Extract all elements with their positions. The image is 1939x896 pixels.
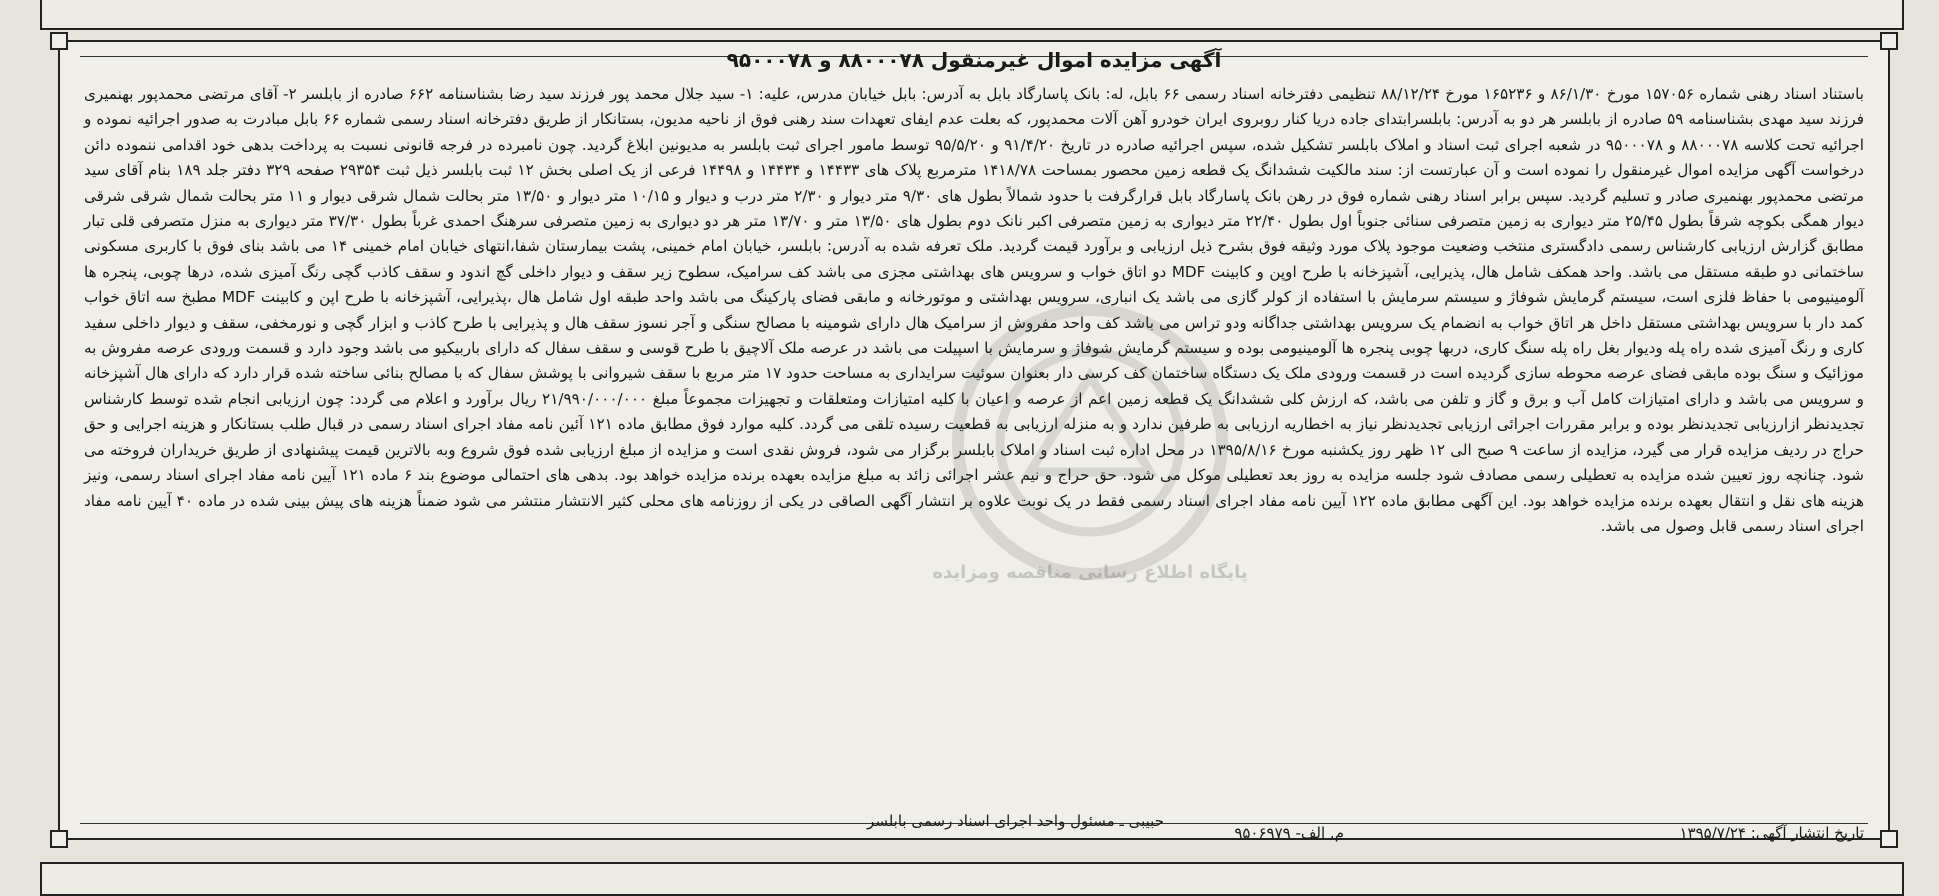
notice-title: آگهی مزایده اموال غیرمنقول ۸۸۰۰۰۷۸ و ۹۵۰۰۰۷۸ (726, 48, 1222, 72)
signer: حبیبی ـ مسئول واحد اجرای اسناد رسمی بابلسر (867, 812, 1164, 830)
previous-ad-border (40, 0, 1904, 30)
notice-body (84, 82, 1864, 539)
auction-notice-frame (58, 40, 1890, 840)
frame-corner-ornament (50, 830, 68, 848)
frame-corner-ornament (1880, 830, 1898, 848)
publish-date: تاریخ انتشار آگهی: ۱۳۹۵/۷/۲۴ (1679, 824, 1864, 842)
next-ad-border (40, 862, 1904, 896)
notice-body-text: باستناد اسناد رهنی شماره ۱۵۷۰۵۶ مورخ ۸۶/۱/۳۰ و ۱۶۵۲۳۶ مورخ ۸۸/۱۲/۲۴ تنظیمی دفترخانه اسناد رسمی ۶۶ بابل، له: بانک پاسارگاد بابل به آدرس: بابل خیابان مدرس، علیه: ۱- سید جلال محمد پور فرزند سید رضا بشناسنامه ۶۶۲ صادره از بابلسر ۲- آقای مرتضی محمدپور بهنمیری فرزند سید مهدی بشناسنامه ۵۹ صادره از بابلسر هر دو به آدرس: بابلسرابتدای جاده دریا کنار روبروی ایران خودرو آهن آلات محمدپور، که بعلت عدم ایفای تعهدات سند رهنی فوق از ناحیه مدیون، بستانکار از طریق دفترخانه اسناد رسمی شماره ۶۶ بابل مبادرت به صدور اجرائیه نموده و اجرائیه تحت کلاسه ۸۸۰۰۰۷۸ و ۹۵۰۰۰۷۸ در شعبه اجرای ثبت اسناد و املاک بابلسر تشکیل شده، سپس اجرائیه صادره در تاریخ ۹۱/۴/۲۰ و ۹۵/۵/۲۰ توسط مامور اجرای ثبت بابلسر به مدیونین ابلاغ گردید. چون نامبرده در فرجه قانونی نسبت به پرداخت بدهی خود اقدامی ننموده دائن درخواست آگهی مزایده اموال غیرمنقول را نموده است و آن عبارتست از: سند مالکیت ششدانگ یک قطعه زمین محصور بمساحت ۱۴۱۸/۷۸ مترمربع پلاک های ۱۴۴۳۳ و ۱۴۴۳۴ و ۱۴۴۹۸ فرعی از یک اصلی بخش ۱۲ ثبت بابلسر ذیل ثبت ۲۹۳۵۴ صفحه ۳۲۹ دفتر جلد ۱۸۹ بنام آقای سید مرتضی محمدپور بهنمیری صادر و تسلیم گردید. سپس برابر اسناد رهنی شماره فوق در رهن بانک پاسارگاد بابل قرارگرفت با حدود شمالاً بطول های ۹/۳۰ متر دیوار و ۲/۳۰ متر درب و دیوار و ۱۰/۱۵ متر دیوار و ۱۳/۵۰ متر بحالت شمال شرقی دیوار و ۱۱ متر بحالت شمال شرقی شرقی دیوار همگی بکوچه شرقاً بطول ۲۵/۴۵ متر دیواری به زمین متصرفی سنائی جنوباً اول بطول ۲۲/۴۰ متر دیواری به زمین متصرفی اکبر نانک دوم بطول های ۱۳/۵۰ متر و ۱۳/۷۰ متر هر دو دیواری به زمین متصرفی سرهنگ احمدی غرباً بطول ۳۷/۳۰ متر دیواری به منزل متصرفی قلی تبار مطابق گزارش ارزیابی کارشناس رسمی دادگستری منتخب وضعیت موجود پلاک مورد وثیقه فوق بشرح ذیل ارزیابی و برآورد قیمت گردید. ملک تعرفه شده به آدرس: بابلسر، خیابان امام خمینی، پشت بیمارستان شفا،انتهای خیابان امام خمینی ۱۴ می باشد بنای فوق با کاربری مسکونی ساختمانی دو طبقه مستقل می باشد. واحد همکف شامل هال، پذیرایی، آشپزخانه با طرح اوپن و کابینت MDF دو اتاق خواب و سرویس های بهداشتی مجزی می باشد کف سرامیک، سطوح زیر سقف و دیوار داخلی گچ اندود و سقف کاذب گچی رنگ آمیزی شده، درها چوبی، پنجره ها آلومینیومی با حفاظ فلزی است، سیستم گرمایش شوفاژ و سیستم سرمایش با استفاده از کولر گازی می باشد یک انباری، سرویس بهداشتی و موتورخانه و مابقی فضای پارکینگ می باشد واحد طبقه اول شامل هال ،پذیرایی، آشپزخانه با طرح اپن و کابینت MDF مطبخ سه اتاق خواب کمد دار با سرویس بهداشتی مستقل داخل هر اتاق خواب به انضمام یک سرویس بهداشتی جداگانه ودو تراس می باشد کف واحد مفروش از سرامیک هال دارای شومینه با مصالح سنگی و آجر نسوز سقف هال و پذیرایی با طرح کاذب و ابزار گچی و نورمخفی، سقف و دیوار داخلی سفید کاری و رنگ آمیزی شده راه پله ودیوار بغل راه پله سنگ کاری، دربها چوبی پنجره ها آلومینیومی بوده و سیستم گرمایش شوفاژ و سرمایش با اسپیلت می باشد در عرصه ملک آلاچیق با طرح قوسی و سقف سفال که دارای باربیکیو می باشد وجود دارد و قسمت ورودی عرصه مفروش به موزائیک و سنگ بوده مابقی فضای عرصه محوطه سازی گردیده است در قسمت ورودی ملک یک دستگاه ساختمان کف کرسی دار بعنوان سوئیت سرایداری به مساحت حدود ۱۷ متر مربع با سقف شیروانی با پوشش سفال که با مصالح بنائی ساخته شده قرار دارد که دارای هال آشپزخانه و سرویس می باشد و دارای امتیازات کامل آب و برق و گاز و تلفن می باشد، که ارزش کلی ششدانگ یک قطعه زمین اعم از عرصه و اعیان با کلیه امتیازات ومتعلقات و تجهیزات مجموعاً مبلغ ۲۱/۹۹۰/۰۰۰/۰۰۰ ریال برآورد و اعلام می گردد: چون ارزیابی انجام شده توسط کارشناس تجدیدنظر ازارزیابی تجدیدنظر بوده و برابر مقررات اجرائی ارزیابی تجدیدنظر نیاز به اخطاریه ارزیابی به طرفین ندارد و به منزله ارزیابی به قطعیت رسیده تلقی می گردد. کلیه موارد فوق مطابق ماده ۱۲۱ آئین نامه مفاد اجرای اسناد رسمی در قبال طلب بستانکار و هزینه اجرایی و حق حراج در ردیف مزایده قرار می گیرد، مزایده از ساعت ۹ صبح الی ۱۲ ظهر روز یکشنبه مورخ ۱۳۹۵/۸/۱۶ در محل اداره ثبت اسناد و املاک بابلسر برگزار می شود، فروش نقدی است و مزایده از مبلغ ارزیابی شده فوق شروع وبه بالاترین قیمت پیشنهادی از طریق خریداران فروخته می شود. چنانچه روز تعیین شده مزایده به تعطیلی رسمی مصادف شود جلسه مزایده به روز بعد تعطیلی موکل می شود. حق حراج و نیم عشر اجرائی زائد به مبلغ مزایده بعهده برنده مزایده خواهد بود. بدهی های احتمالی موضوع بند ۶ ماده ۱۲۱ آیین نامه مفاد اجرای اسناد رسمی، ونیز هزینه های نقل و انتقال بعهده برنده مزایده خواهد بود. این آگهی مطابق ماده ۱۲۲ آیین نامه مفاد اجرای اسناد رسمی فقط در یک نوبت علاوه بر انتشار آگهی الصاقی در یکی از روزنامه های محلی کثیر الانتشار منتشر می شود ضمناً هزینه های پیش بینی شده در ماده ۴۰ آیین نامه مفاد اجرای اسناد رسمی قابل وصول می باشد. (84, 85, 1865, 535)
watermark-caption: پایگاه اطلاع رسانی مناقصه ومزایده (932, 562, 1248, 583)
ad-code: م. الف- ۹۵۰۶۹۷۹ (1234, 824, 1344, 842)
